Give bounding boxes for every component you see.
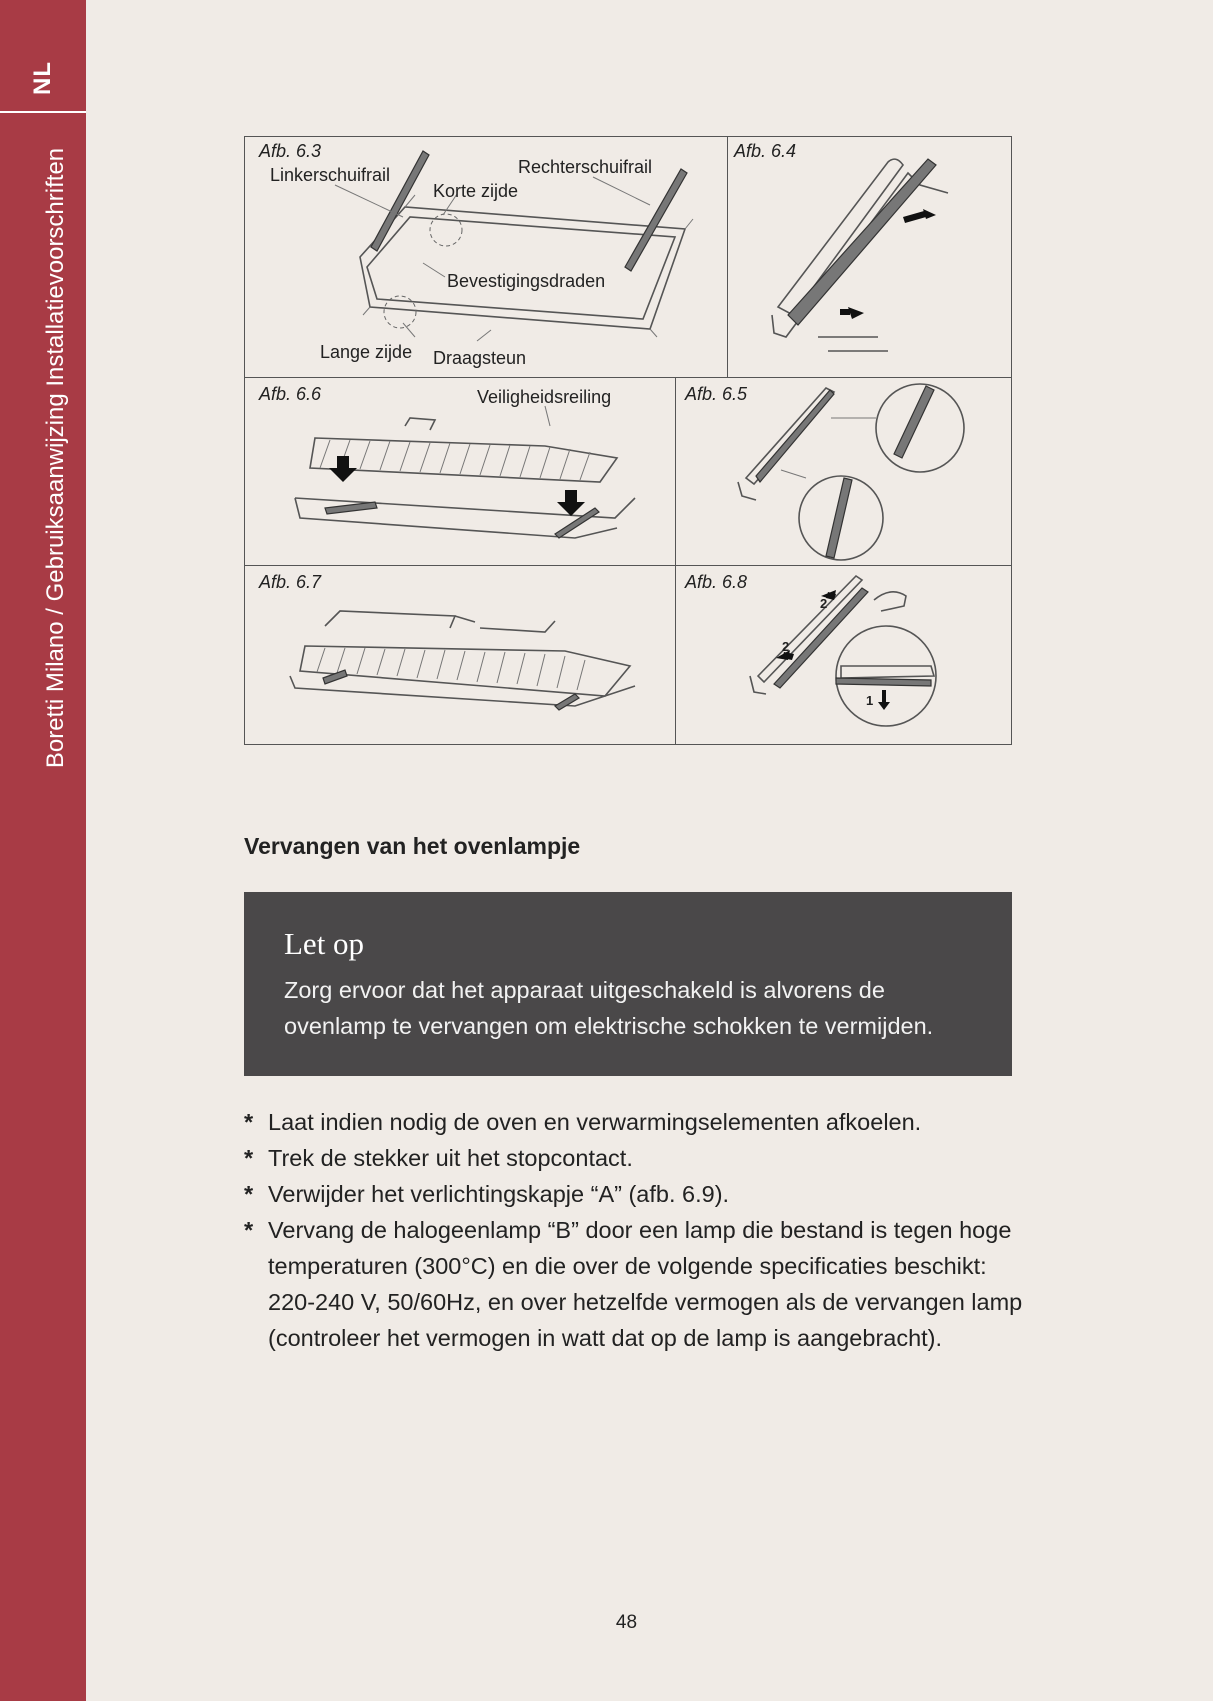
figure-caption: Afb. 6.3	[259, 141, 322, 161]
page-number: 48	[615, 1612, 638, 1633]
section-title: Vervangen van het ovenlampje	[244, 833, 581, 859]
bullet-marker: *	[244, 1181, 254, 1207]
figure-6-5	[676, 378, 1011, 565]
list-item-text: Trek de stekker uit het stopcontact.	[268, 1145, 633, 1171]
figure-6-7	[245, 566, 675, 744]
step-marker: 2	[820, 596, 828, 611]
list-item-text: Vervang de halogeenlamp “B” door een lamp die bestand is tegen hoge temperaturen (300°C) en die over de volgende specificaties beschikt: 220-240 V, 50/60Hz, en over hetzelfde vermogen als de vervangen lamp (controleer het vermogen in watt dat op de lamp is aangebracht).	[268, 1217, 1023, 1351]
sidebar-divider	[0, 111, 86, 113]
list-item	[244, 1104, 1024, 1140]
label-short-side: Korte zijde	[433, 181, 519, 201]
list-item-text: Verwijder het verlichtingskapje “A” (afb. 6.9).	[268, 1181, 730, 1207]
notice-text: Zorg ervoor dat het apparaat uitgeschakeld is alvorens de ovenlamp te vervangen om elektrische schokken te vermijden.	[284, 977, 934, 1039]
label-left-rail: Linkerschuifrail	[270, 165, 391, 185]
label-long-side: Lange zijde	[320, 342, 413, 362]
list-item-text: Laat indien nodig de oven en verwarmingselementen afkoelen.	[268, 1109, 922, 1135]
label-fixing-wires: Bevestigingsdraden	[447, 271, 606, 291]
figure-6-6	[245, 378, 675, 565]
figure-grid	[244, 136, 1012, 745]
label-safety-rail: Veiligheidsreiling	[477, 387, 612, 407]
figure-caption: Afb. 6.4	[734, 141, 797, 161]
bullet-marker: *	[244, 1217, 254, 1243]
step-marker: 1	[866, 693, 874, 708]
language-label: NL	[29, 61, 56, 95]
figure-caption: Afb. 6.6	[259, 384, 322, 404]
label-right-rail: Rechterschuifrail	[518, 157, 653, 177]
notice-title: Let op	[284, 926, 365, 961]
step-marker: 2	[782, 639, 790, 654]
rail-detail-illustration	[676, 378, 1011, 565]
list-item	[244, 1176, 1024, 1212]
instruction-list	[244, 1104, 1024, 1356]
figure-caption: Afb. 6.7	[259, 572, 322, 592]
figure-6-4	[728, 137, 1011, 377]
notice-box	[244, 892, 1012, 1076]
document-title: Boretti Milano / Gebruiksaanwijzing Installatievoorschriften	[42, 147, 69, 769]
figure-6-3	[245, 137, 727, 377]
figure-caption: Afb. 6.5	[685, 384, 748, 404]
label-support: Draagsteun	[433, 348, 527, 368]
figure-caption: Afb. 6.8	[685, 572, 748, 592]
bullet-marker: *	[244, 1145, 254, 1171]
bullet-marker: *	[244, 1109, 254, 1135]
sidebar	[0, 0, 86, 1701]
list-item	[244, 1140, 1024, 1176]
list-item	[244, 1212, 1024, 1356]
rail-mounting-illustration	[728, 137, 1011, 377]
figure-6-8	[676, 566, 1011, 744]
